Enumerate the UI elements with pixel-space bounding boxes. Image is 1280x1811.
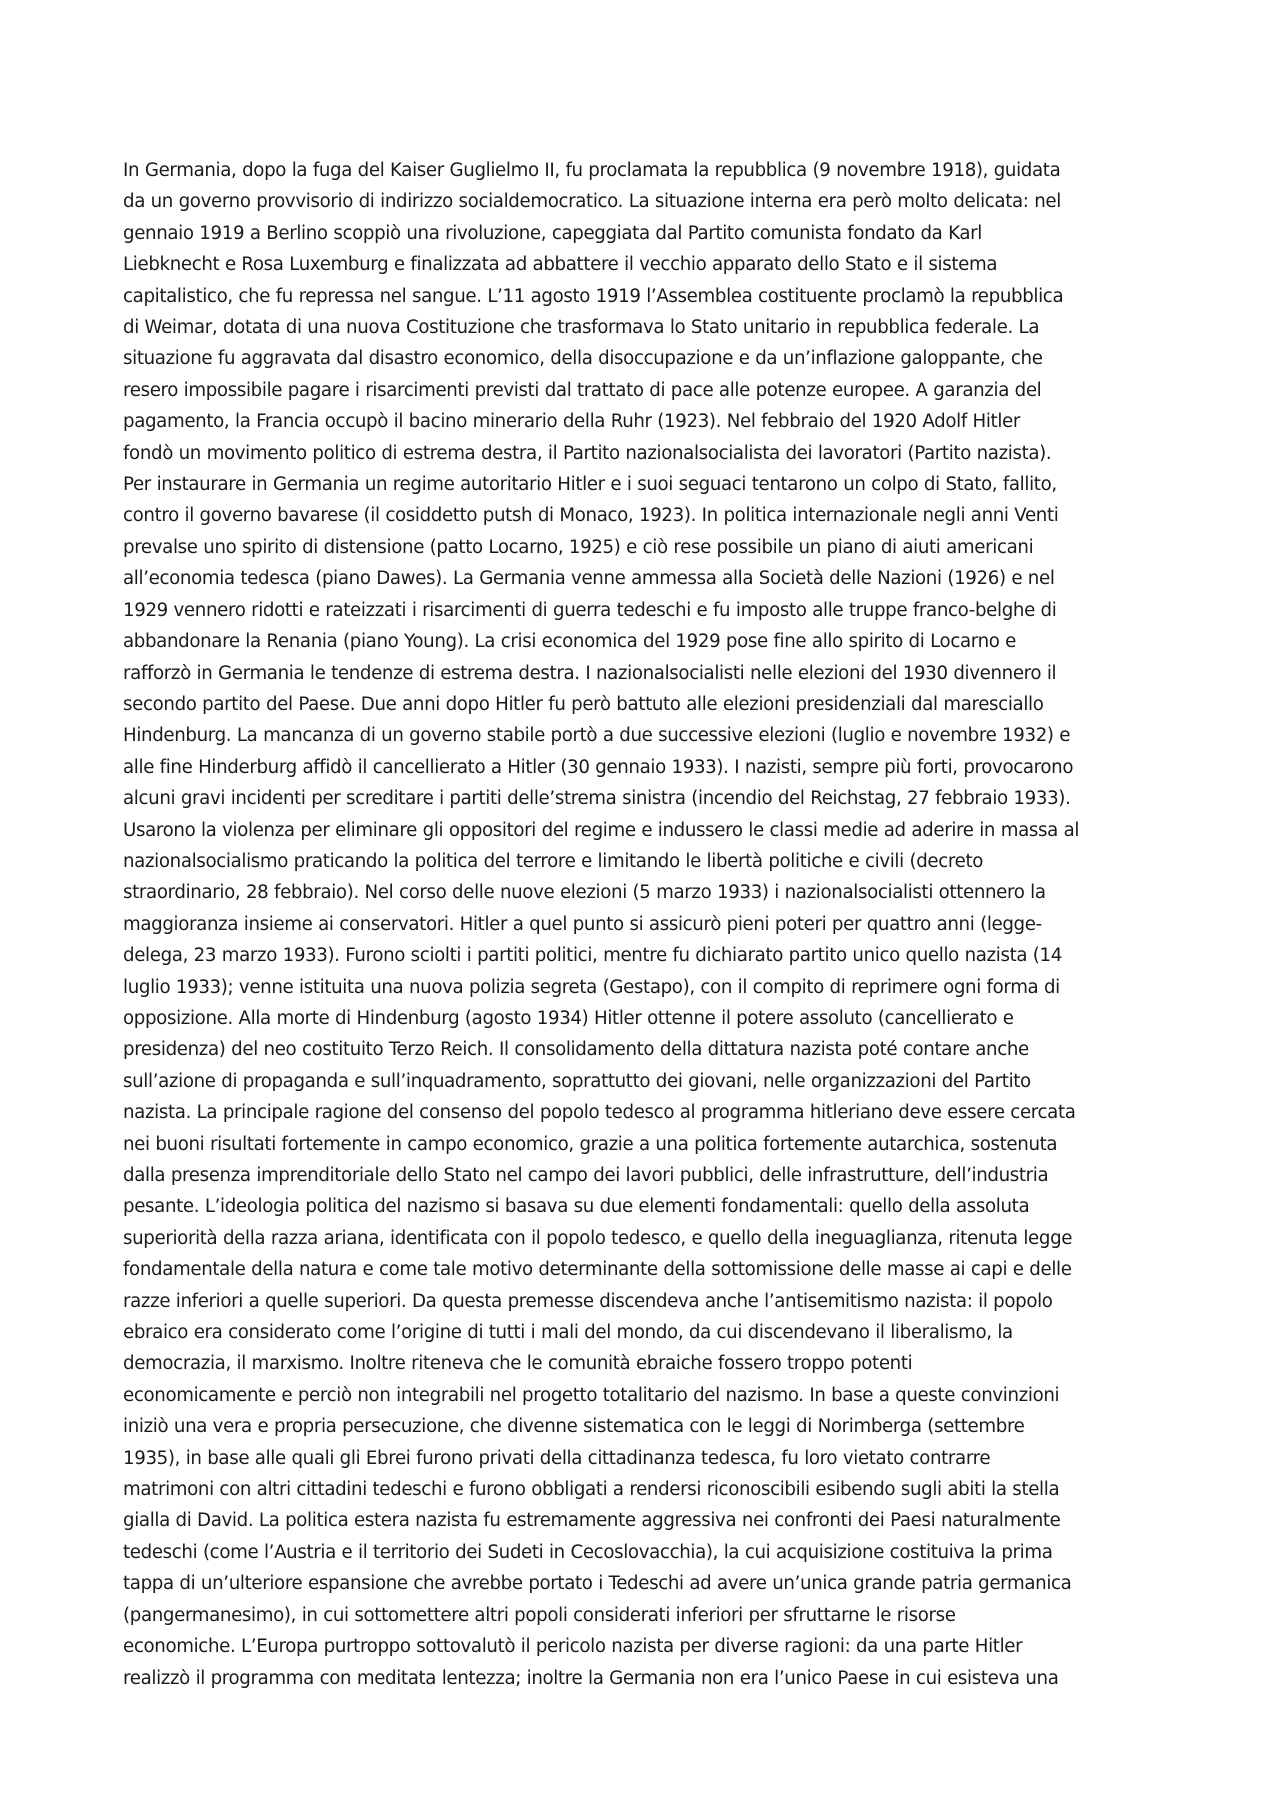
text-line: pesante. L’ideologia politica del nazismo si basava su due elementi fondamentali: quello della assoluta	[123, 1196, 1030, 1218]
text-line: 1935), in base alle quali gli Ebrei furono privati della cittadinanza tedesca, fu loro vietato contrarre	[123, 1447, 991, 1469]
text-line: capitalistico, che fu repressa nel sangue. L’11 agosto 1919 l’Assemblea costituente proclamò la repubblica	[123, 285, 1064, 307]
body-paragraph	[123, 155, 1168, 1694]
text-line: abbandonare la Renania (piano Young). La crisi economica del 1929 pose fine allo spirito di Locarno e	[123, 631, 1016, 653]
text-line: Hindenburg. La mancanza di un governo stabile portò a due successive elezioni (luglio e novembre 1932) e	[123, 725, 1071, 747]
text-line: gennaio 1919 a Berlino scoppiò una rivoluzione, capeggiata dal Partito comunista fondato da Karl	[123, 222, 982, 244]
text-line: contro il governo bavarese (il cosiddetto putsh di Monaco, 1923). In politica internazionale negli anni Venti	[123, 505, 1059, 527]
text-line: 1929 vennero ridotti e rateizzati i risarcimenti di guerra tedeschi e fu imposto alle truppe franco-belghe di	[123, 599, 1057, 621]
text-line: alcuni gravi incidenti per screditare i partiti delle’strema sinistra (incendio del Reichstag, 27 febbraio 1933).	[123, 788, 1071, 810]
text-line: iniziò una vera e propria persecuzione, che divenne sistematica con le leggi di Norimberga (settembre	[123, 1416, 1025, 1438]
text-line: democrazia, il marxismo. Inoltre riteneva che le comunità ebraiche fossero troppo potenti	[123, 1353, 913, 1375]
text-line: nazista. La principale ragione del consenso del popolo tedesco al programma hitleriano deve essere cercata	[123, 1102, 1076, 1124]
text-line: situazione fu aggravata dal disastro economico, della disoccupazione e da un’inflazione galoppante, che	[123, 348, 1043, 370]
text-line: alle fine Hinderburg affidò il cancellierato a Hitler (30 gennaio 1933). I nazisti, sempre più forti, provocarono	[123, 756, 1074, 778]
text-line: pagamento, la Francia occupò il bacino minerario della Ruhr (1923). Nel febbraio del 1920 Adolf Hitler	[123, 411, 1020, 433]
text-line: superiorità della razza ariana, identificata con il popolo tedesco, e quello della ineguaglianza, ritenuta legge	[123, 1227, 1073, 1249]
text-line: Per instaurare in Germania un regime autoritario Hitler e i suoi seguaci tentarono un colpo di Stato, fallito,	[123, 474, 1057, 496]
text-line: Usarono la violenza per eliminare gli oppositori del regime e indussero le classi medie ad aderire in massa al	[123, 819, 1080, 841]
text-line: maggioranza insieme ai conservatori. Hitler a quel punto si assicurò pieni poteri per quattro anni (legge-	[123, 913, 1042, 935]
text-line: straordinario, 28 febbraio). Nel corso delle nuove elezioni (5 marzo 1933) i nazionalsocialisti ottennero la	[123, 882, 1046, 904]
text-line: sull’azione di propaganda e sull’inquadramento, soprattutto dei giovani, nelle organizzazioni del Partito	[123, 1070, 1031, 1092]
text-line: Liebknecht e Rosa Luxemburg e finalizzata ad abbattere il vecchio apparato dello Stato e il sistema	[123, 254, 998, 276]
text-line: economicamente e perciò non integrabili nel progetto totalitario del nazismo. In base a queste convinzioni	[123, 1384, 1060, 1406]
text-line: luglio 1933); venne istituita una nuova polizia segreta (Gestapo), con il compito di reprimere ogni forma di	[123, 976, 1060, 998]
text-line: (pangermanesimo), in cui sottomettere altri popoli considerati inferiori per sfruttarne le risorse	[123, 1604, 956, 1626]
text-line: opposizione. Alla morte di Hindenburg (agosto 1934) Hitler ottenne il potere assoluto (cancellierato e	[123, 1007, 1014, 1029]
text-line: nei buoni risultati fortemente in campo economico, grazie a una politica fortemente autarchica, sostenuta	[123, 1133, 1058, 1155]
text-line: tappa di un’ulteriore espansione che avrebbe portato i Tedeschi ad avere un’unica grande patria germanica	[123, 1573, 1072, 1595]
text-line: economiche. L’Europa purtroppo sottovalutò il pericolo nazista per diverse ragioni: da una parte Hitler	[123, 1636, 1023, 1658]
text-line: da un governo provvisorio di indirizzo socialdemocratico. La situazione interna era però molto delicata: nel	[123, 191, 1061, 213]
text-line: matrimoni con altri cittadini tedeschi e furono obbligati a rendersi riconoscibili esibendo sugli abiti la stella	[123, 1479, 1060, 1501]
text-line: delega, 23 marzo 1933). Furono sciolti i partiti politici, mentre fu dichiarato partito unico quello nazista (14	[123, 945, 1062, 967]
text-line: presidenza) del neo costituito Terzo Reich. Il consolidamento della dittatura nazista poté contare anche	[123, 1039, 1029, 1061]
text-line: tedeschi (come l’Austria e il territorio dei Sudeti in Cecoslovacchia), la cui acquisizione costituiva la prima	[123, 1541, 1053, 1563]
text-line: fondamentale della natura e come tale motivo determinante della sottomissione delle masse ai capi e delle	[123, 1259, 1072, 1281]
text-line: razze inferiori a quelle superiori. Da questa premesse discendeva anche l’antisemitismo nazista: il popolo	[123, 1290, 1053, 1312]
text-line: In Germania, dopo la fuga del Kaiser Guglielmo II, fu proclamata la repubblica (9 novembre 1918), guidata	[123, 160, 1061, 181]
text-line: gialla di David. La politica estera nazista fu estremamente aggressiva nei confronti dei Paesi naturalmente	[123, 1510, 1061, 1532]
text-line: secondo partito del Paese. Due anni dopo Hitler fu però battuto alle elezioni presidenziali dal maresciallo	[123, 693, 1044, 715]
text-line: fondò un movimento politico di estrema destra, il Partito nazionalsocialista dei lavoratori (Partito nazista).	[123, 442, 1052, 464]
text-line: ebraico era considerato come l’origine di tutti i mali del mondo, da cui discendevano il liberalismo, la	[123, 1322, 1013, 1344]
text-line: nazionalsocialismo praticando la politica del terrore e limitando le libertà politiche e civili (decreto	[123, 850, 984, 872]
text-line: all’economia tedesca (piano Dawes). La Germania venne ammessa alla Società delle Nazioni (1926) e nel	[123, 568, 1055, 590]
text-line: realizzò il programma con meditata lentezza; inoltre la Germania non era l’unico Paese in cui esisteva una	[123, 1667, 1059, 1689]
text-line: resero impossibile pagare i risarcimenti previsti dal trattato di pace alle potenze europee. A garanzia del	[123, 379, 1042, 401]
text-line: dalla presenza imprenditoriale dello Stato nel campo dei lavori pubblici, delle infrastrutture, dell’industria	[123, 1165, 1049, 1186]
text-line: prevalse uno spirito di distensione (patto Locarno, 1925) e ciò rese possibile un piano di aiuti americani	[123, 536, 1034, 558]
text-line: di Weimar, dotata di una nuova Costituzione che trasformava lo Stato unitario in repubblica federale. La	[123, 317, 1040, 339]
text-line: rafforzò in Germania le tendenze di estrema destra. I nazionalsocialisti nelle elezioni del 1930 divennero il	[123, 662, 1057, 684]
